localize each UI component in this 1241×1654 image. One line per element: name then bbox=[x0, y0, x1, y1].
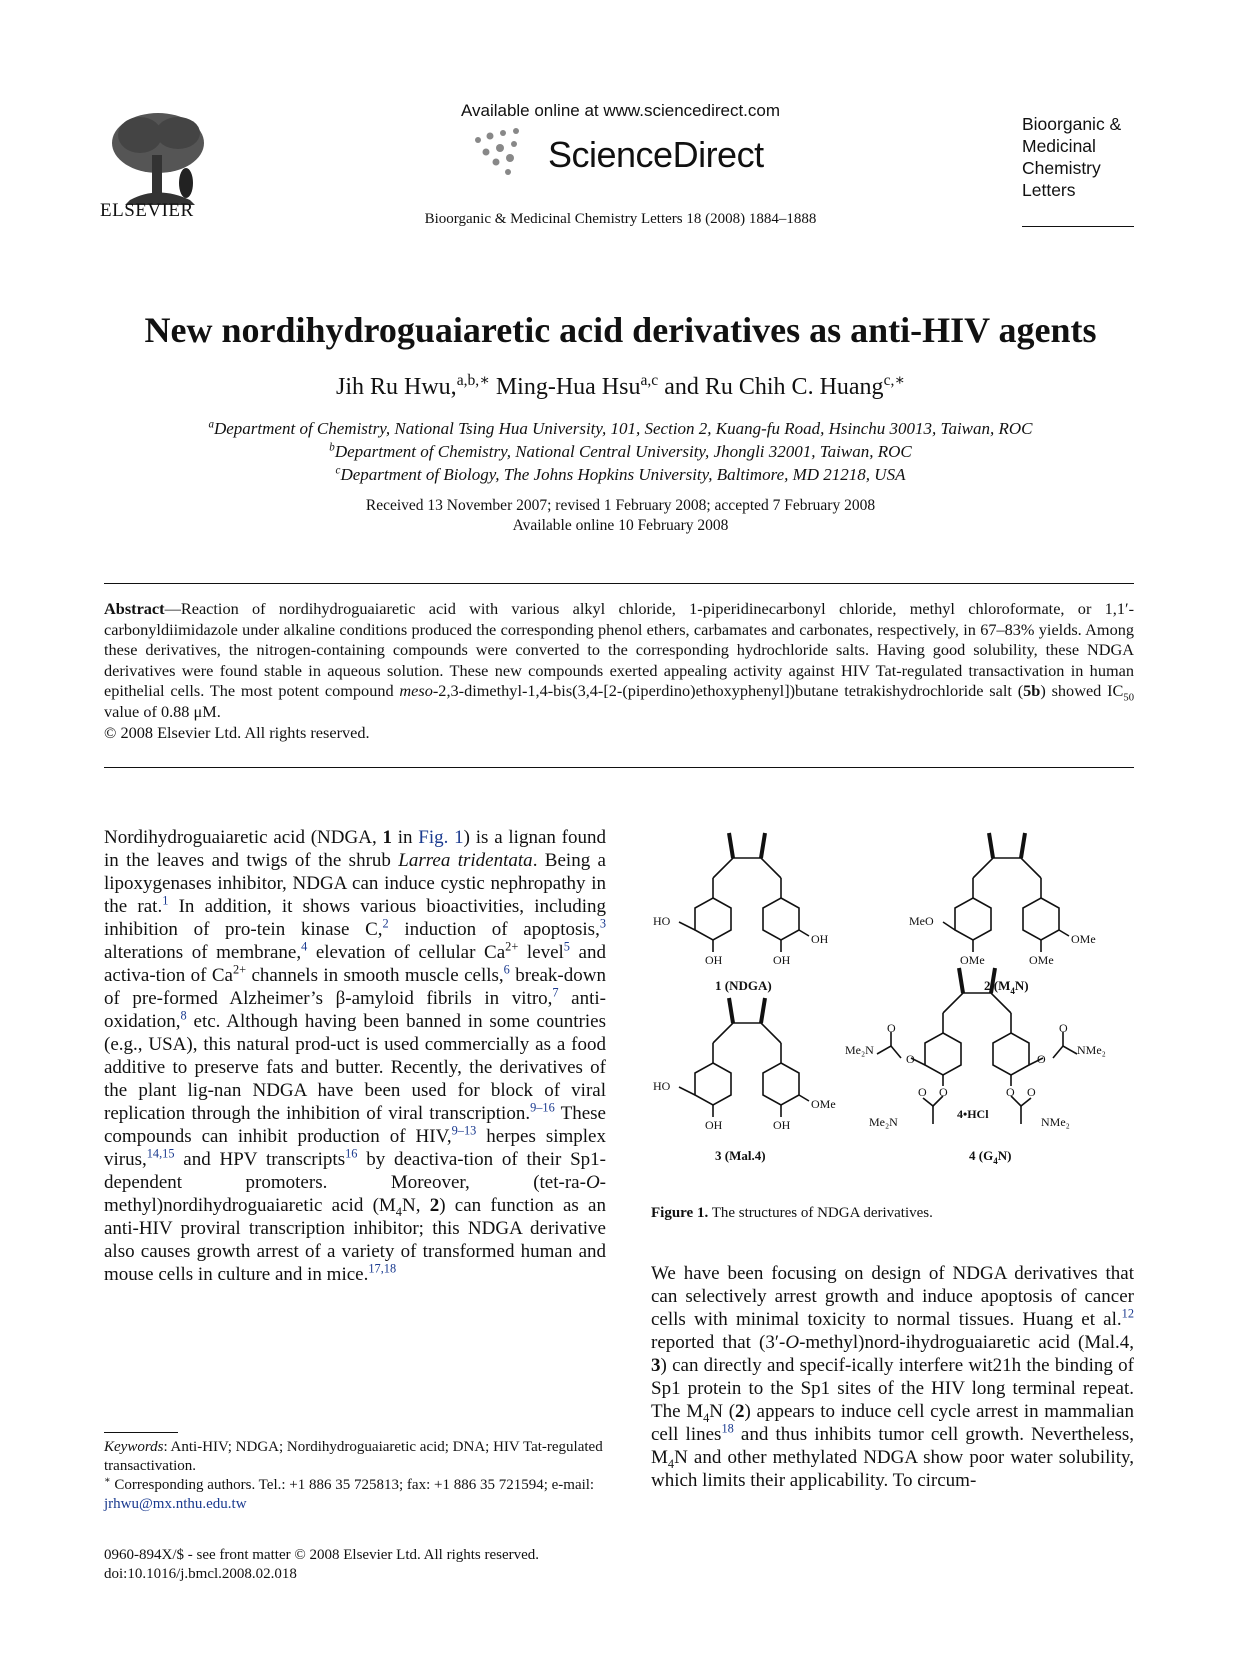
body-text: induction of apoptosis, bbox=[388, 919, 600, 940]
body-text: channels in smooth muscle cells, bbox=[246, 965, 504, 986]
body-text: level bbox=[518, 942, 564, 963]
journal-name-line: Medicinal bbox=[1022, 136, 1096, 156]
affiliation-text: Department of Chemistry, National Tsing Hua University, 101, Section 2, Kuang-fu Road, Hsinchu 30013, Taiwan, ROC bbox=[213, 419, 1033, 438]
article-title: New nordihydroguaiaretic acid derivatives as anti-HIV agents bbox=[144, 310, 1097, 350]
structure-label: O bbox=[1027, 1085, 1036, 1099]
body-text: alterations of membrane, bbox=[104, 942, 302, 963]
body-text: -methyl)nord-ihydroguaiaretic acid (Mal.4, bbox=[799, 1332, 1134, 1353]
corresponding-author-note bbox=[104, 1476, 606, 1514]
reference-link[interactable]: 1 bbox=[162, 893, 169, 908]
compound-number: 1 bbox=[382, 827, 392, 848]
reference-link[interactable]: 9–16 bbox=[530, 1100, 555, 1115]
structure-label: O bbox=[1037, 1052, 1046, 1066]
keywords-text: : Anti-HIV; NDGA; Nordihydroguaiaretic acid; DNA; HIV Tat-regulated transactivation. bbox=[104, 1439, 603, 1474]
body-text: ) is a lignan found in the leaves and twigs of the shrub bbox=[104, 827, 606, 871]
publisher-name: ELSEVIER bbox=[100, 200, 194, 221]
structure-label: HO bbox=[653, 914, 671, 928]
compound-caption: 1 (NDGA) bbox=[715, 978, 772, 993]
doi-line: doi:10.1016/j.bmcl.2008.02.018 bbox=[104, 1566, 297, 1582]
body-text: herpes simplex virus, bbox=[104, 1126, 606, 1170]
compound-number: 5b bbox=[1023, 681, 1041, 701]
structure-label: O bbox=[918, 1085, 927, 1099]
structure-label: O bbox=[939, 1085, 948, 1099]
keywords-label: Keywords bbox=[104, 1439, 164, 1455]
subscript: 4 bbox=[395, 1204, 402, 1219]
compound-number: 2 bbox=[735, 1401, 745, 1422]
affiliation-mark: a bbox=[208, 418, 214, 431]
body-text: break-down of pre-formed Alzheimer’s β-amyloid fibrils in vitro, bbox=[104, 965, 606, 1009]
body-text: anti-oxidation, bbox=[104, 988, 606, 1032]
figure-caption bbox=[651, 1205, 933, 1222]
structure-label: MeO bbox=[909, 914, 934, 928]
available-online-text: Available online at www.sciencedirect.com bbox=[460, 101, 781, 120]
body-text: . Being a lipoxygenases inhibitor, NDGA can induce cystic nephropathy in the rat. bbox=[104, 850, 606, 917]
issn-line: 0960-894X/$ - see front matter © 2008 Elsevier Ltd. All rights reserved. bbox=[104, 1547, 540, 1563]
figure-1-structures bbox=[651, 818, 1134, 1188]
affiliation-text: Department of Chemistry, National Central University, Jhongli 32001, Taiwan, ROC bbox=[334, 442, 912, 461]
structure-label: OH bbox=[811, 932, 829, 946]
author-affiliation-mark: a,c bbox=[640, 372, 659, 389]
structure-label: Me₂N bbox=[845, 1043, 874, 1057]
compound-number: 2 bbox=[429, 1195, 440, 1216]
sciencedirect-logo: ScienceDirect bbox=[548, 134, 764, 175]
subscript: 4 bbox=[667, 1456, 675, 1471]
compound-number: 3 bbox=[651, 1355, 661, 1376]
body-text: etc. Although having been banned in some countries (e.g., USA), this natural prod-uct is used commercially as a food additive to preserve fats and butter. Recently, the derivatives of the plant lig-nan NDGA have been used for block of viral replication through the inhibition of viral transcription. bbox=[104, 1011, 606, 1124]
structure-label: O bbox=[887, 1021, 896, 1035]
superscript: 2+ bbox=[232, 962, 247, 977]
figure-caption-label: Figure 1. bbox=[651, 1205, 709, 1221]
structure-label: OMe bbox=[960, 953, 985, 967]
reference-link[interactable]: 8 bbox=[180, 1008, 187, 1023]
keywords bbox=[104, 1438, 606, 1476]
reference-link[interactable]: 5 bbox=[563, 939, 570, 954]
affiliation-mark: c bbox=[335, 464, 341, 477]
footnote-text: Corresponding authors. Tel.: +1 886 35 725813; fax: +1 886 35 721594; e-mail: bbox=[110, 1477, 595, 1493]
structure-label: NMe₂ bbox=[1077, 1043, 1106, 1057]
abstract-text: meso bbox=[399, 681, 433, 701]
abstract-top-rule bbox=[104, 583, 1134, 584]
structure-label: OH bbox=[773, 1118, 791, 1132]
body-text: ) can function as an anti-HIV proviral transcription inhibitor; this NDGA derivative also causes growth arrest of a variety of transformed human and mouse cells in culture and in mice. bbox=[104, 1195, 606, 1285]
body-text: O bbox=[585, 1172, 600, 1193]
subscript: 50 bbox=[1123, 692, 1134, 704]
abstract-text: —Reaction of nordihydroguaiaretic acid with various alkyl chloride, 1-piperidinecarbonyl chloride, methyl chloroformate, or 1,1′-carbonyldiimidazole under alkaline conditions produced the corresponding phenol ethers, carbamates and carbonates, respectively, in 67–83% yields. Among these derivatives, the nitrogen-containing compounds were converted to the corresponding hydrochloride salts. Having good solubility, these NDGA derivatives were found stable in aqueous solution. These new compounds exerted appealing activity against HIV Tat-regulated transactivation in human epithelial cells. The most potent compound bbox=[104, 599, 1134, 701]
journal-name bbox=[1022, 113, 1121, 201]
reference-link[interactable]: 6 bbox=[503, 962, 510, 977]
structure-label: OMe bbox=[1029, 953, 1054, 967]
body-text: N and other methylated NDGA show poor water solubility, which limits their applicability. To circum- bbox=[651, 1447, 1134, 1491]
affiliation bbox=[0, 419, 1241, 439]
structure-label: OMe bbox=[1071, 932, 1096, 946]
abstract bbox=[104, 599, 1134, 743]
body-text: reported that (3′- bbox=[651, 1332, 786, 1353]
reference-link[interactable]: 9–13 bbox=[451, 1123, 477, 1138]
reference-link[interactable]: 14,15 bbox=[146, 1146, 175, 1161]
body-text: and activa-tion of Ca bbox=[104, 942, 606, 986]
structure-label: HO bbox=[653, 1079, 671, 1093]
affiliation bbox=[0, 465, 1241, 485]
abstract-label: Abstract bbox=[104, 599, 165, 618]
body-text: and HPV transcripts bbox=[174, 1149, 346, 1170]
sciencedirect-dots-icon bbox=[468, 128, 548, 178]
structure-label: O bbox=[1059, 1021, 1068, 1035]
structure-label: 4•HCl bbox=[957, 1107, 989, 1121]
author-affiliation-mark: a,b,∗ bbox=[456, 372, 490, 389]
body-text: We have been focusing on design of NDGA derivatives that can selectively arrest growth and induce apoptosis of cancer cells with minimal toxicity to normal tissues. Huang et al. bbox=[651, 1263, 1134, 1330]
author-name: Ru Chih C. Huang bbox=[704, 374, 884, 400]
author-affiliation-mark: c,∗ bbox=[883, 372, 905, 389]
body-text: In addition, it shows various bioactivities, including inhibition of pro-tein kinase C, bbox=[104, 896, 606, 940]
body-text: ) appears to induce cell cycle arrest in mammalian cell lines bbox=[651, 1401, 1134, 1445]
reference-link[interactable]: 2 bbox=[382, 916, 389, 931]
abstract-text: value of 0.88 μM. bbox=[104, 701, 221, 721]
received-dates: Received 13 November 2007; revised 1 February 2008; accepted 7 February 2008 bbox=[365, 497, 876, 514]
abstract-bottom-rule bbox=[104, 767, 1134, 768]
body-text-left bbox=[104, 826, 606, 1286]
journal-name-line: Letters bbox=[1022, 180, 1076, 200]
reference-link[interactable]: 3 bbox=[599, 916, 606, 931]
author-name: Ming-Hua Hsu bbox=[495, 374, 641, 400]
journal-name-line: Chemistry bbox=[1022, 158, 1101, 178]
author-list bbox=[0, 374, 1241, 401]
structure-label: OH bbox=[773, 953, 791, 967]
affiliation-mark: b bbox=[329, 441, 335, 454]
journal-name-line: Bioorganic & bbox=[1022, 114, 1122, 134]
footnote-mark: ∗ bbox=[104, 1475, 111, 1486]
footnote-rule bbox=[104, 1432, 178, 1433]
journal-rule bbox=[1022, 226, 1134, 227]
body-text-right bbox=[651, 1262, 1134, 1492]
reference-link[interactable]: 16 bbox=[345, 1146, 358, 1161]
body-text: These compounds can inhibit production of HIV, bbox=[104, 1103, 606, 1147]
structure-label: O bbox=[1006, 1085, 1015, 1099]
body-text: O bbox=[785, 1332, 800, 1353]
affiliation-text: Department of Biology, The Johns Hopkins University, Baltimore, MD 21218, USA bbox=[340, 465, 906, 484]
figure-link[interactable]: Fig. 1 bbox=[418, 827, 464, 848]
reference-link[interactable]: 17,18 bbox=[368, 1261, 397, 1276]
structure-label: OH bbox=[705, 953, 723, 967]
reference-link[interactable]: 7 bbox=[552, 985, 559, 1000]
body-text: Larrea tridentata bbox=[398, 850, 533, 871]
structure-label: Me₂N bbox=[869, 1115, 898, 1129]
figure-caption-text: The structures of NDGA derivatives. bbox=[708, 1205, 933, 1221]
author-joiner: and bbox=[664, 374, 699, 400]
superscript: 2+ bbox=[505, 939, 519, 954]
body-text: Nordihydroguaiaretic acid (NDGA, bbox=[104, 827, 383, 848]
subscript: 4 bbox=[703, 1410, 710, 1425]
body-text: by deactiva-tion of their Sp1-dependent promoters. Moreover, (tet-ra- bbox=[104, 1149, 606, 1193]
compound-caption: 4 $(G_4N)$ bbox=[969, 1148, 1012, 1166]
journal-citation: Bioorganic & Medicinal Chemistry Letters 18 (2008) 1884–1888 bbox=[424, 211, 817, 227]
affiliation bbox=[0, 442, 1241, 462]
reference-link[interactable]: 12 bbox=[1121, 1306, 1134, 1321]
structure-label: O bbox=[906, 1052, 915, 1066]
abstract-copyright: © 2008 Elsevier Ltd. All rights reserved. bbox=[104, 722, 370, 742]
compound-caption: 3 (Mal.4) bbox=[715, 1148, 766, 1163]
body-text: ) can directly and specif-ically interfere wit21h the binding of Sp1 protein to the Sp1 sites of the HIV long terminal repeat. The M bbox=[651, 1355, 1134, 1422]
email-link[interactable]: jrhwu@mx.nthu.edu.tw bbox=[104, 1496, 247, 1512]
compound-caption: 2 $(M_4N)$ bbox=[984, 978, 1029, 996]
abstract-text: -2,3-dimethyl-1,4-bis(3,4-[2-(piperdino)ethoxyphenyl])butane tetrakishydrochloride salt ( bbox=[432, 681, 1024, 701]
body-text: and thus inhibits tumor cell growth. Nevertheless, M bbox=[651, 1424, 1134, 1468]
reference-link[interactable]: 18 bbox=[721, 1421, 734, 1436]
body-text: N ( bbox=[709, 1401, 736, 1422]
structure-label: OMe bbox=[811, 1097, 836, 1111]
reference-link[interactable]: 4 bbox=[301, 939, 308, 954]
structure-label: OH bbox=[705, 1118, 723, 1132]
body-text: N, bbox=[401, 1195, 430, 1216]
available-online-date: Available online 10 February 2008 bbox=[512, 517, 729, 534]
body-text: elevation of cellular Ca bbox=[307, 942, 506, 963]
body-text: in bbox=[391, 827, 419, 848]
abstract-text: ) showed IC bbox=[1040, 681, 1124, 701]
body-text: -methyl)nordihydroguaiaretic acid (M bbox=[104, 1172, 606, 1216]
structure-label: NMe₂ bbox=[1041, 1115, 1070, 1129]
author-name: Jih Ru Hwu, bbox=[336, 374, 457, 400]
